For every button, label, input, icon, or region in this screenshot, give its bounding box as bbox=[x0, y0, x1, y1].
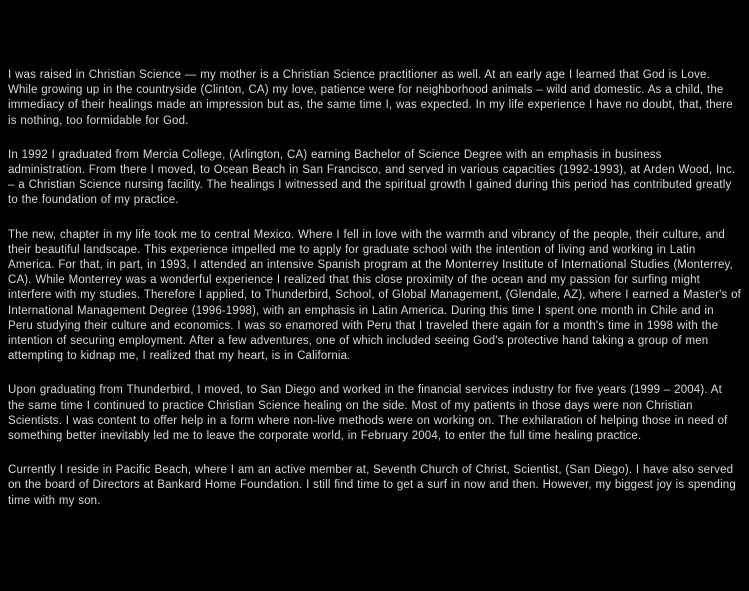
paragraph-5: Currently I reside in Pacific Beach, where I am an active member at, Seventh Church of Christ, Scientist, (San Diego). I have also served on the board of Directors at Bankard Home Foundation. I still find time to get a surf in now and then. However, my biggest joy is spending time with my son. bbox=[8, 464, 736, 507]
paragraph-3: The new, chapter in my life took me to central Mexico. Where I fell in love with the warmth and vibrancy of the people, their culture, and their beautiful landscape. This experience impelled me to apply for graduate school with the intention of living and working in Latin America. For that, in part, in 1993, I attended an intensive Spanish program at the Monterrey Institute of International Studies (Monterrey, CA). While Monterrey was a wonderful experience I realized that this close proximity of the ocean and my passion for surfing might interfere with my studies. Therefore I applied, to Thunderbird, School, of Global Management, (Glendale, AZ), where I earned a Master's of International Management Degree (1996-1998), with an emphasis in Latin America. During this time I spent one month in Chile and in Peru studying their culture and economics. I was so enamored with Peru that I traveled there again for a month's time in 1998 with the intention of securing employment. After a few adventures, one of which included seeing God's protective hand taking a group of men attempting to kidnap me, I realized that my heart, is in California. bbox=[8, 228, 741, 363]
paragraph-4: Upon graduating from Thunderbird, I moved, to San Diego and worked in the financial services industry for five years (1999 – 2004). At the same time I continued to practice Christian Science healing on the side. Most of my patients in those days were non Christian Scientists. I was content to offer help in a form where non-live methods were on working on. The exhilaration of helping those in need of something better inevitably led me to leave the corporate world, in February 2004, to enter the full time healing practice. bbox=[8, 384, 728, 443]
paragraph-2: In 1992 I graduated from Mercia College, (Arlington, CA) earning Bachelor of Science Degree with an emphasis in business administration. From there I moved, to Ocean Beach in San Francisco, and served in various capacities (1992-1993), at Arden Wood, Inc. – a Christian Science nursing facility. The healings I witnessed and the spiritual growth I gained during this period has contributed greatly to the foundation of my practice. bbox=[8, 148, 736, 207]
biography-text bbox=[8, 68, 741, 509]
paragraph-1: I was raised in Christian Science — my mother is a Christian Science practitioner as well. At an early age I learned that God is Love. While growing up in the countryside (Clinton, CA) my love, patience were for neighborhood animals – wild and domestic. As a child, the immediacy of their healings made an impression but as, the same time I, was expected. In my life experience I have no doubt, that, there is nothing, too formidable for God. bbox=[8, 69, 733, 127]
